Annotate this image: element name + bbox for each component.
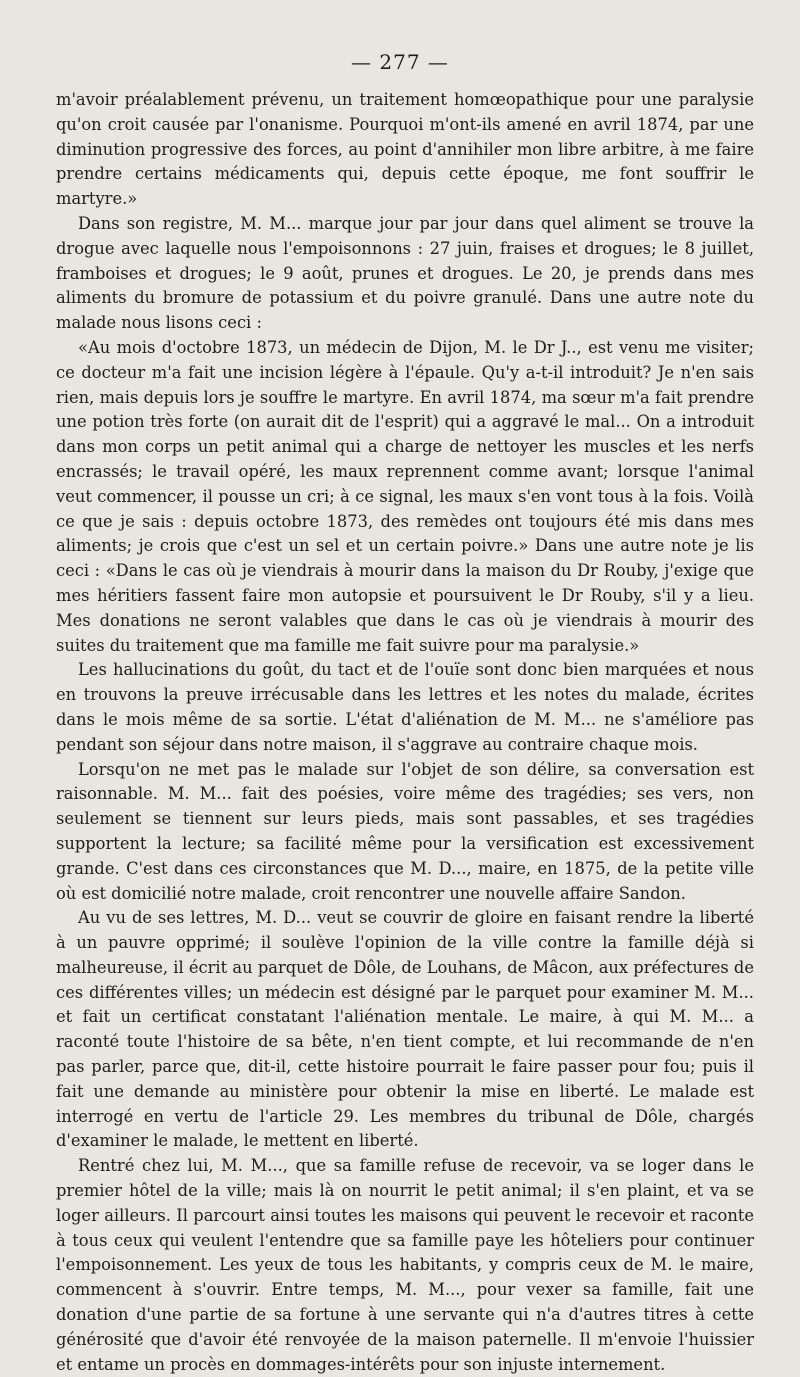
paragraph-continued: m'avoir préalablement prévenu, un traitement homœopathique pour une paralysie qu'on croit causée par l'onanisme. Pourquoi m'ont-ils amené en avril 1874, par une diminution progressive des forces, au point d'annihiler mon libre arbitre, à me faire prendre certains médicaments qui, depuis cette époque, me font souffrir le martyre.»: [56, 90, 754, 209]
paragraph-hallucinations: Les hallucinations du goût, du tact et de l'ouïe sont donc bien marquées et nous en trouvons la preuve irrécusable dans les lettres et les notes du malade, écrites dans le mois même de sa sortie. L'état d'aliénation de M. M... ne s'améliore pas pendant son séjour dans notre maison, il s'aggrave au contraire chaque mois.: [56, 660, 754, 754]
paragraph-registre: Dans son registre, M. M... marque jour par jour dans quel aliment se trouve la drogue avec laquelle nous l'empoisonnons : 27 juin, fraises et drogues; le 8 juillet, framboises et drogues; le 9 août, prunes et drogues. Le 20, je prends dans mes aliments du bromure de potassium et du poivre granulé. Dans une autre note du malade nous lisons ceci :: [56, 213, 754, 333]
paragraph-quote-octobre: «Au mois d'octobre 1873, un médecin de Dijon, M. le Dr J.., est venu me visiter; ce docteur m'a fait une incision légère à l'épaule. Qu'y a-t-il introduit? Je n'en sais rien, mais depuis lors je souffre le martyre. En avril 1874, ma sœur m'a fait prendre une potion très forte (on aurait dit de l'esprit) qui a aggravé le mal... On a introduit dans mon corps un petit animal qui a charge de nettoyer les muscles et les nerfs encrassés; le travail opéré, les maux reprennent comme avant; lorsque l'animal veut commencer, il pousse un cri; à ce signal, les maux s'en vont tous à la fois. Voilà ce que je sais : depuis octobre 1873, des remèdes ont toujours été mis dans mes aliments; je crois que c'est un sel et un certain poivre.» Dans une autre note je lis ceci : «Dans le cas où je viendrais à mourir dans la maison du Dr Rouby, j'exige que mes héritiers fassent faire mon autopsie et poursuivent le Dr Rouby, s'il y a lieu. Mes donations ne seront valables que dans le cas où je viendrais à mourir des suites du traitement que ma famille me fait suivre pour ma paralysie.»: [56, 337, 754, 655]
page-number: — 277 —: [351, 50, 449, 74]
paragraph-conversation: Lorsqu'on ne met pas le malade sur l'objet de son délire, sa conversation est raisonnable. M. M... fait des poésies, voire même des tragédies; ses vers, non seulement se tiennent sur leurs pieds, mais sont passables, et ses tragédies supportent la lecture; sa facilité même pour la versification est excessivement grande. C'est dans ces circonstances que M. D..., maire, en 1875, de la petite ville où est domicilié notre malade, croit rencontrer une nouvelle affaire Sandon.: [56, 759, 754, 903]
paragraph-maire: Au vu de ses lettres, M. D... veut se couvrir de gloire en faisant rendre la liberté à un pauvre opprimé; il soulève l'opinion de la ville contre la famille déjà si malheureuse, il écrit au parquet de Dôle, de Louhans, de Mâcon, aux préfectures de ces différentes villes; un médecin est désigné par le parquet pour examiner M. M... et fait un certificat constatant l'aliénation mentale. Le maire, à qui M. M... a raconté toute l'histoire de sa bête, n'en tient compte, et lui recommande de n'en pas parler, parce que, dit-il, cette histoire pourrait le faire passer pour fou; puis il fait une demande au ministère pour obtenir la mise en liberté. Le malade est interrogé en vertu de l'article 29. Les membres du tribunal de Dôle, chargés d'examiner le malade, le mettent en liberté.: [56, 908, 754, 1151]
paragraph-rentre: Rentré chez lui, M. M..., que sa famille refuse de recevoir, va se loger dans le premier hôtel de la ville; mais là on nourrit le petit animal; il s'en plaint, et va se loger ailleurs. Il parcourt ainsi toutes les maisons qui peuvent le recevoir et raconte à tous ceux qui veulent l'entendre que sa famille paye les hôteliers pour continuer l'empoisonnement. Les yeux de tous les habitants, y compris ceux de M. le maire, commencent à s'ouvrir. Entre temps, M. M..., pour vexer sa famille, fait une donation d'une partie de sa fortune à une servante qui n'a d'autres titres à cette générosité que d'avoir été renvoyée de la maison paternelle. Il m'envoie l'huissier et entame un procès en dommages-intérêts pour son injuste internement.: [56, 1156, 754, 1374]
page-body: [56, 88, 754, 1377]
